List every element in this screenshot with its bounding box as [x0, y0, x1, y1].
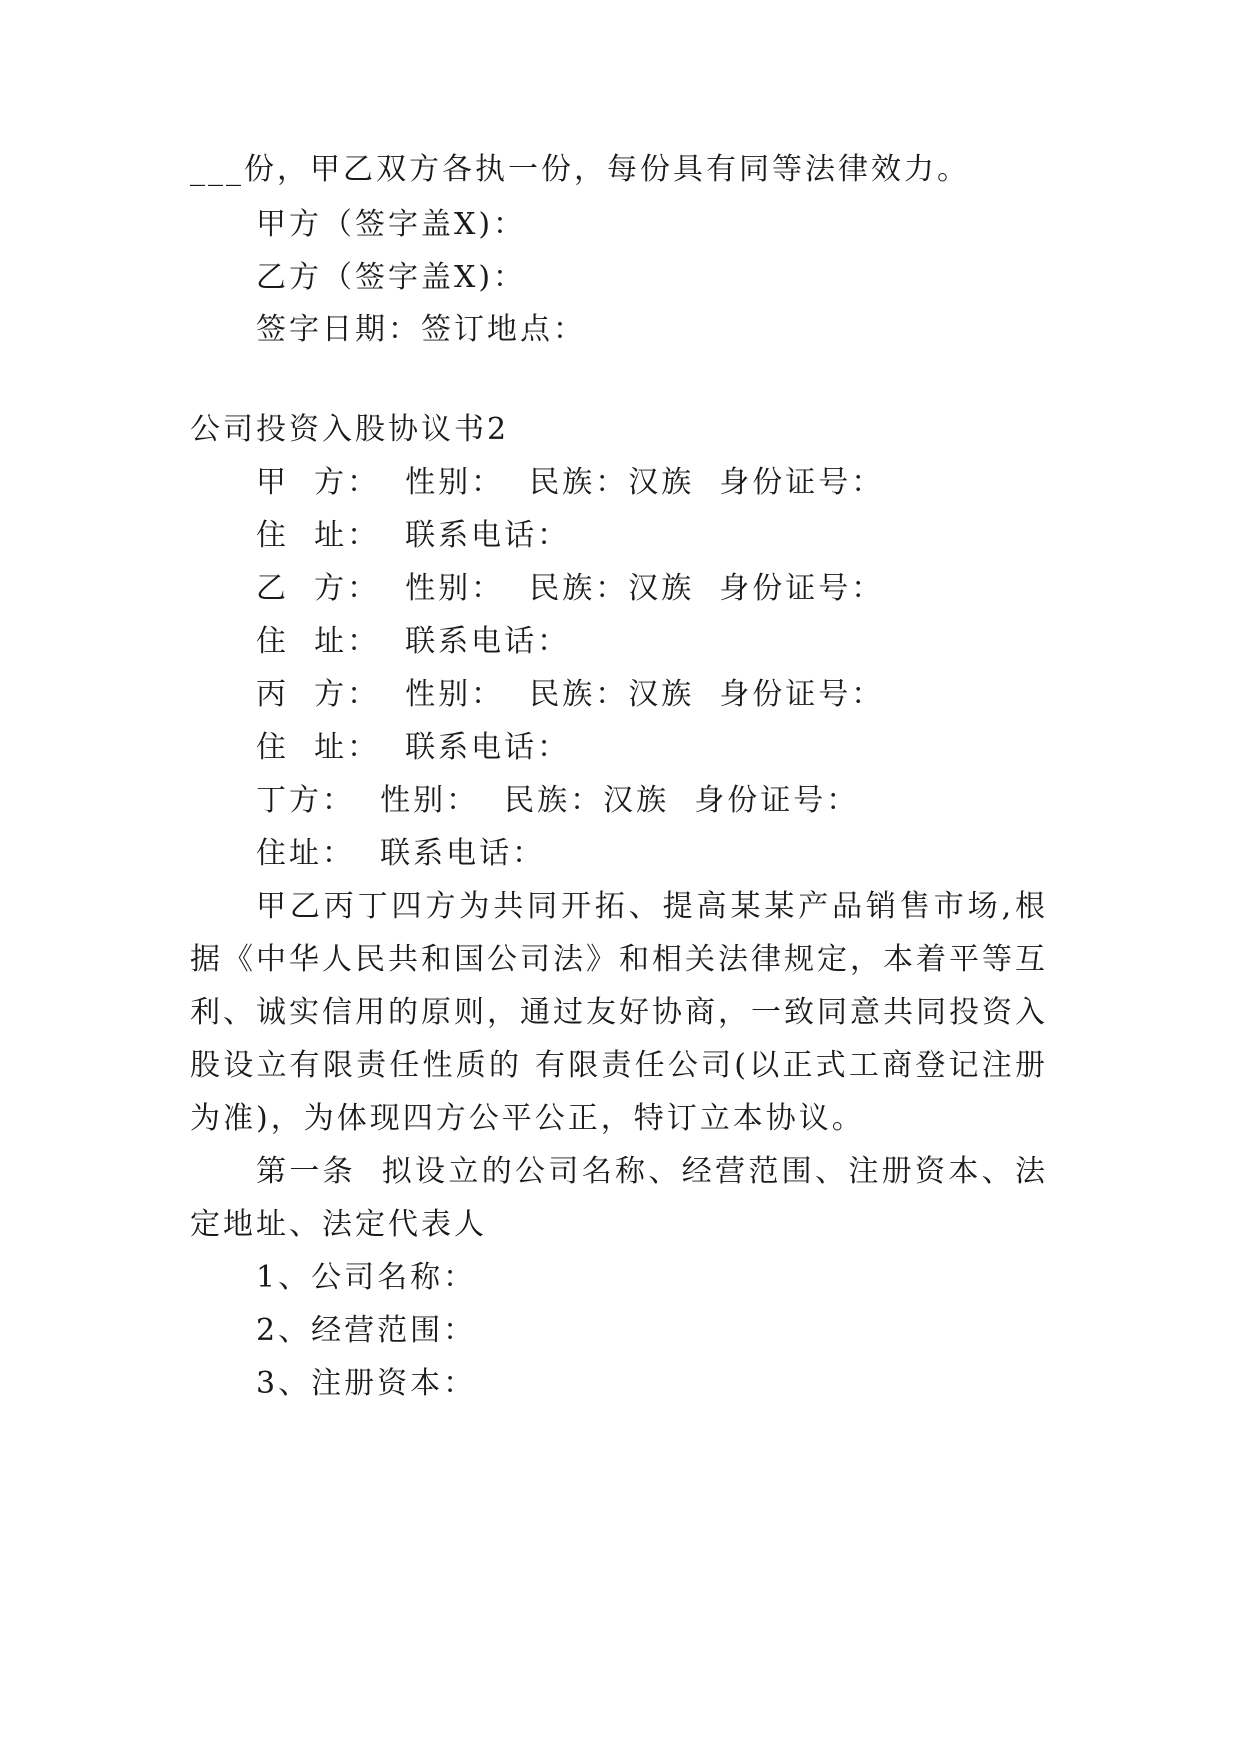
- party-a-signature: 甲方（签字盖X)：: [256, 207, 527, 242]
- party-d-info: 丁方： 性别： 民族：汉族 身份证号：: [256, 783, 860, 818]
- document-title: 公司投资入股协议书2: [190, 412, 510, 447]
- party-d-address: 住址： 联系电话：: [256, 836, 546, 871]
- item-business-scope: 2、经营范围：: [256, 1313, 477, 1348]
- party-b-info: 乙 方： 性别： 民族：汉族 身份证号：: [256, 571, 885, 606]
- preamble-line-3: 利、诚实信用的原则，通过友好协商，一致同意共同投资入: [190, 995, 1048, 1030]
- party-b-signature: 乙方（签字盖X)：: [256, 260, 527, 295]
- party-c-info: 丙 方： 性别： 民族：汉族 身份证号：: [256, 677, 885, 712]
- sign-date-place: 签字日期：签订地点：: [256, 312, 586, 347]
- article-1-heading-cont: 定地址、法定代表人: [190, 1207, 487, 1242]
- preamble-line-2: 据《中华人民共和国公司法》和相关法律规定，本着平等互: [190, 942, 1048, 977]
- preamble-line-4: 股设立有限责任性质的 有限责任公司(以正式工商登记注册: [190, 1048, 1048, 1083]
- party-c-address: 住 址： 联系电话：: [256, 730, 571, 765]
- party-b-address: 住 址： 联系电话：: [256, 624, 571, 659]
- preamble-line-1: 甲乙丙丁四方为共同开拓、提高某某产品销售市场,根: [256, 889, 1048, 924]
- party-a-info: 甲 方： 性别： 民族：汉族 身份证号：: [256, 465, 885, 500]
- item-registered-capital: 3、注册资本：: [256, 1366, 477, 1401]
- article-1-heading: 第一条 拟设立的公司名称、经营范围、注册资本、法: [256, 1154, 1048, 1189]
- item-company-name: 1、公司名称：: [256, 1260, 477, 1295]
- preamble-line-5: 为准)，为体现四方公平公正，特订立本协议。: [190, 1101, 865, 1136]
- closing-clause: ___份，甲乙双方各执一份，每份具有同等法律效力。: [190, 152, 970, 187]
- party-a-address: 住 址： 联系电话：: [256, 518, 571, 553]
